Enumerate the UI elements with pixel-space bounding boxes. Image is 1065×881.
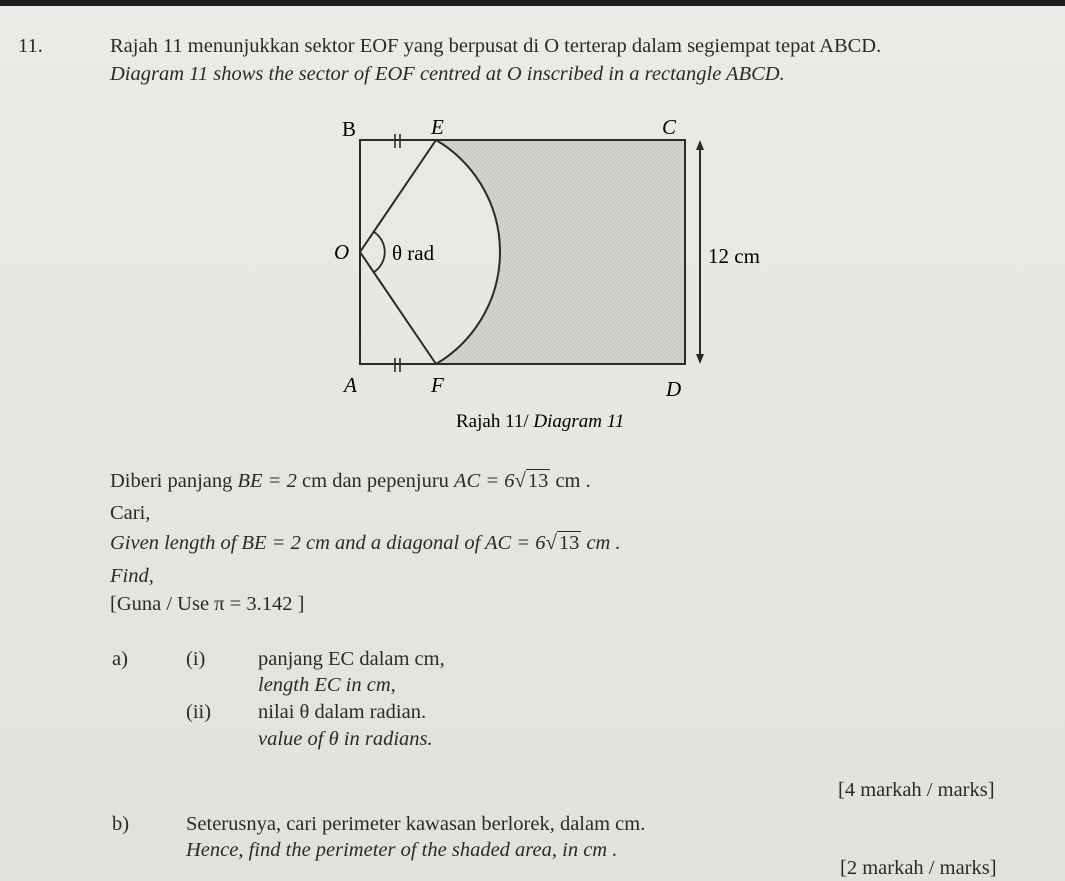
diagram-svg — [300, 106, 820, 436]
given-english-unit2: cm . — [581, 532, 621, 554]
label-f: F — [431, 373, 444, 397]
find-malay: Cari, — [110, 502, 151, 524]
label-e: E — [431, 115, 444, 139]
label-b: B — [342, 117, 357, 141]
question-number: 11. — [18, 35, 43, 57]
label-d: D — [666, 377, 682, 401]
given-english-ac: AC = 6 — [485, 532, 546, 554]
part-b-english: Hence, find the perimeter of the shaded area, in cm . — [186, 839, 618, 861]
find-english: Find, — [110, 565, 154, 587]
given-malay-be: BE = 2 — [237, 470, 297, 492]
radius-oe — [360, 140, 436, 252]
label-c: C — [662, 115, 677, 139]
given-malay — [110, 471, 591, 492]
part-b-marks: [2 markah / marks] — [840, 857, 997, 879]
sqrt-symbol-malay: √13 — [514, 470, 549, 492]
given-english — [110, 533, 621, 554]
diagram-caption — [456, 411, 624, 432]
radius-of — [360, 252, 436, 364]
part-a-marks: [4 markah / marks] — [838, 779, 995, 801]
sqrt-value-english: 13 — [558, 532, 580, 554]
given-english-unit1: cm and a diagonal of — [300, 532, 486, 554]
given-malay-prefix: Diberi panjang — [110, 470, 238, 492]
label-theta: θ rad — [392, 241, 435, 265]
part-b-malay: Seterusnya, cari perimeter kawasan berlorek, dalam cm. — [186, 813, 646, 835]
part-a-ii-malay: nilai θ dalam radian. — [258, 701, 427, 723]
label-height: 12 cm — [708, 244, 760, 268]
sqrt-value-malay: 13 — [527, 470, 549, 492]
part-a-label: a) — [112, 648, 128, 670]
height-dimension-arrow — [696, 140, 704, 364]
part-b-label: b) — [112, 813, 130, 835]
angle-arc-mark — [374, 232, 385, 272]
label-a: A — [344, 373, 357, 397]
label-o: O — [334, 240, 350, 264]
sqrt-symbol-english: √13 — [545, 532, 580, 554]
part-a-i-label: (i) — [186, 648, 206, 670]
use-pi-note: [Guna / Use π = 3.142 ] — [110, 593, 305, 615]
question-intro-english: Diagram 11 shows the sector of EOF centred at O inscribed in a rectangle ABCD. — [110, 63, 785, 85]
given-malay-unit2: cm . — [550, 470, 591, 492]
part-a-i-malay: panjang EC dalam cm, — [258, 648, 445, 670]
caption-malay: Rajah 11/ — [456, 411, 534, 432]
given-malay-unit1: cm dan pepenjuru — [296, 470, 455, 492]
sector-rectangle-diagram — [300, 106, 820, 436]
part-a-ii-english: value of θ in radians. — [258, 728, 433, 750]
given-english-prefix: Given length of — [110, 532, 242, 554]
part-a-ii-label: (ii) — [186, 701, 212, 723]
question-intro-malay: Rajah 11 menunjukkan sektor EOF yang berpusat di O terterap dalam segiempat tepat ABCD. — [110, 35, 882, 57]
given-english-be: BE = 2 — [241, 532, 301, 554]
part-a-i-english: length EC in cm, — [258, 674, 396, 696]
worksheet-page — [0, 6, 1065, 881]
caption-english: Diagram 11 — [533, 411, 625, 432]
given-malay-ac: AC = 6 — [454, 470, 515, 492]
